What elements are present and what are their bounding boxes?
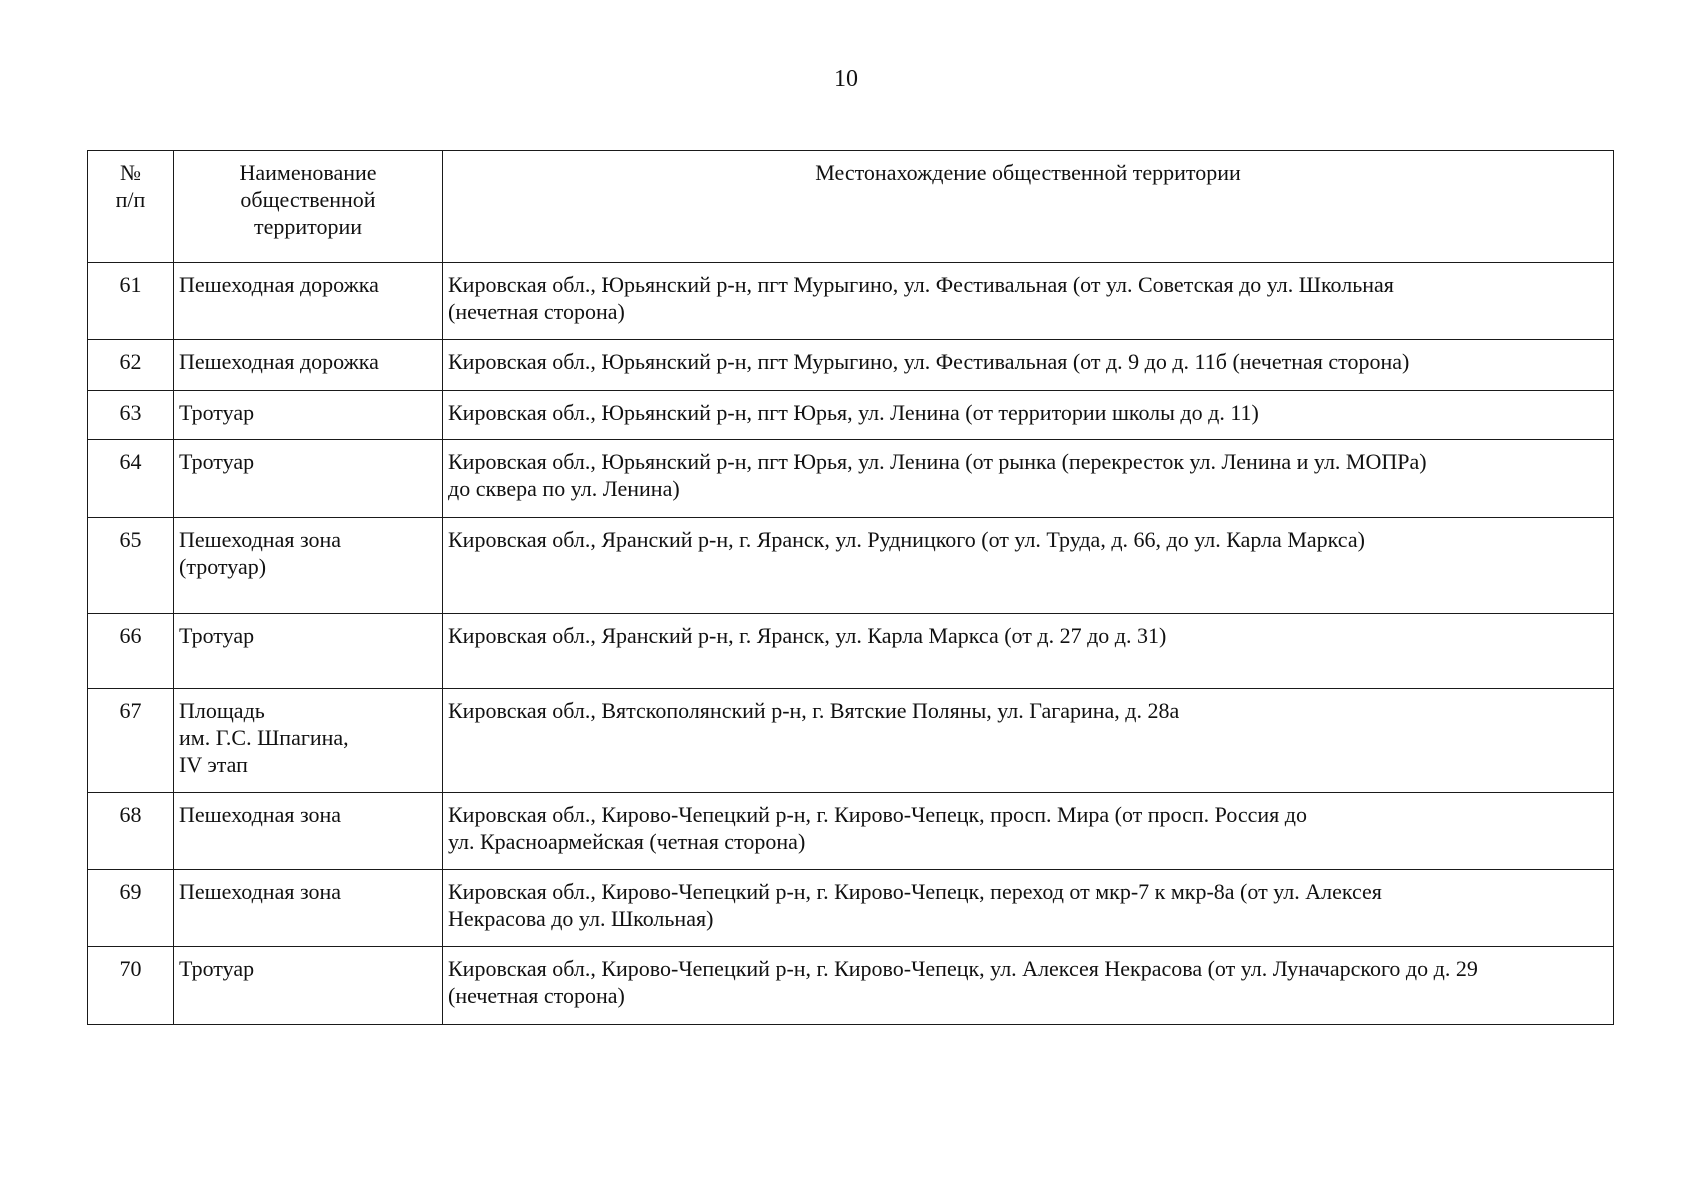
table-row [88, 340, 1614, 391]
territories-table [87, 150, 1614, 1025]
row-name: Пешеходная дорожка [179, 349, 379, 374]
row-name: Тротуар [179, 400, 255, 425]
row-location: Кировская обл., Юрьянский р-н, пгт Юрья, ул. Ленина (от рынка (перекресток ул. Ленина и ул. МОПРа) до сквера по ул. Ленина) [448, 449, 1427, 501]
row-name: Площадь им. Г.С. Шпагина, IV этап [179, 698, 349, 777]
row-name-cell [174, 614, 443, 689]
header-location [443, 151, 1614, 263]
header-number [88, 151, 174, 263]
row-location-cell [443, 263, 1614, 340]
row-number-cell [88, 518, 174, 614]
row-location-cell [443, 793, 1614, 870]
table-row [88, 947, 1614, 1025]
row-location-cell [443, 518, 1614, 614]
row-number: 70 [119, 956, 142, 981]
row-number: 64 [119, 449, 142, 474]
row-name: Пешеходная дорожка [179, 272, 379, 297]
header-location-text: Местонахождение общественной территории [815, 160, 1241, 185]
row-number: 63 [119, 400, 142, 425]
row-number-cell [88, 263, 174, 340]
row-name: Тротуар [179, 956, 255, 981]
row-number: 69 [119, 879, 142, 904]
row-location: Кировская обл., Юрьянский р-н, пгт Мурыгино, ул. Фестивальная (от ул. Советская до ул. Школьная (нечетная сторона) [448, 272, 1394, 324]
row-name-cell [174, 340, 443, 391]
table-row [88, 263, 1614, 340]
row-name: Пешеходная зона (тротуар) [179, 527, 342, 579]
row-name-cell [174, 440, 443, 518]
row-name-cell [174, 391, 443, 440]
row-name: Тротуар [179, 623, 255, 648]
row-number: 61 [119, 272, 142, 297]
header-number-text: № п/п [115, 160, 146, 212]
table-row [88, 440, 1614, 518]
row-location: Кировская обл., Кирово-Чепецкий р-н, г. Кирово-Чепецк, переход от мкр-7 к мкр-8а (от ул. Алексея Некрасова до ул. Школьная) [448, 879, 1382, 931]
page-number: 10 [834, 66, 858, 92]
row-location: Кировская обл., Юрьянский р-н, пгт Мурыгино, ул. Фестивальная (от д. 9 до д. 11б (нечетная сторона) [448, 349, 1410, 374]
header-name-text: Наименование общественной территории [239, 160, 377, 239]
row-location: Кировская обл., Кирово-Чепецкий р-н, г. Кирово-Чепецк, ул. Алексея Некрасова (от ул. Луначарского до д. 29 (нечетная сторона) [448, 956, 1478, 1008]
table-row [88, 518, 1614, 614]
table-row [88, 870, 1614, 947]
row-name-cell [174, 518, 443, 614]
row-location: Кировская обл., Кирово-Чепецкий р-н, г. Кирово-Чепецк, просп. Мира (от просп. Россия до ул. Красноармейская (четная сторона) [448, 802, 1307, 854]
row-number-cell [88, 689, 174, 793]
row-name-cell [174, 263, 443, 340]
row-number-cell [88, 614, 174, 689]
row-location-cell [443, 689, 1614, 793]
row-location-cell [443, 340, 1614, 391]
row-location: Кировская обл., Юрьянский р-н, пгт Юрья, ул. Ленина (от территории школы до д. 11) [448, 400, 1259, 425]
table-row [88, 689, 1614, 793]
row-name: Тротуар [179, 449, 255, 474]
table-row [88, 793, 1614, 870]
table-row [88, 391, 1614, 440]
row-number: 68 [119, 802, 142, 827]
row-location: Кировская обл., Яранский р-н, г. Яранск, ул. Рудницкого (от ул. Труда, д. 66, до ул. Карла Маркса) [448, 527, 1365, 552]
row-number: 67 [119, 698, 142, 723]
row-number: 65 [119, 527, 142, 552]
row-name-cell [174, 793, 443, 870]
row-name-cell [174, 689, 443, 793]
row-number-cell [88, 391, 174, 440]
header-name [174, 151, 443, 263]
row-name: Пешеходная зона [179, 802, 342, 827]
row-name: Пешеходная зона [179, 879, 342, 904]
row-number-cell [88, 340, 174, 391]
row-number: 62 [119, 349, 142, 374]
row-location-cell [443, 947, 1614, 1025]
row-number-cell [88, 793, 174, 870]
row-number-cell [88, 440, 174, 518]
row-name-cell [174, 947, 443, 1025]
row-location-cell [443, 440, 1614, 518]
table-header-row [88, 151, 1614, 263]
row-location: Кировская обл., Вятскополянский р-н, г. Вятские Поляны, ул. Гагарина, д. 28а [448, 698, 1180, 723]
table-row [88, 614, 1614, 689]
row-location-cell [443, 870, 1614, 947]
row-number-cell [88, 947, 174, 1025]
row-location-cell [443, 391, 1614, 440]
row-number: 66 [119, 623, 142, 648]
row-location: Кировская обл., Яранский р-н, г. Яранск, ул. Карла Маркса (от д. 27 до д. 31) [448, 623, 1167, 648]
row-number-cell [88, 870, 174, 947]
row-name-cell [174, 870, 443, 947]
row-location-cell [443, 614, 1614, 689]
